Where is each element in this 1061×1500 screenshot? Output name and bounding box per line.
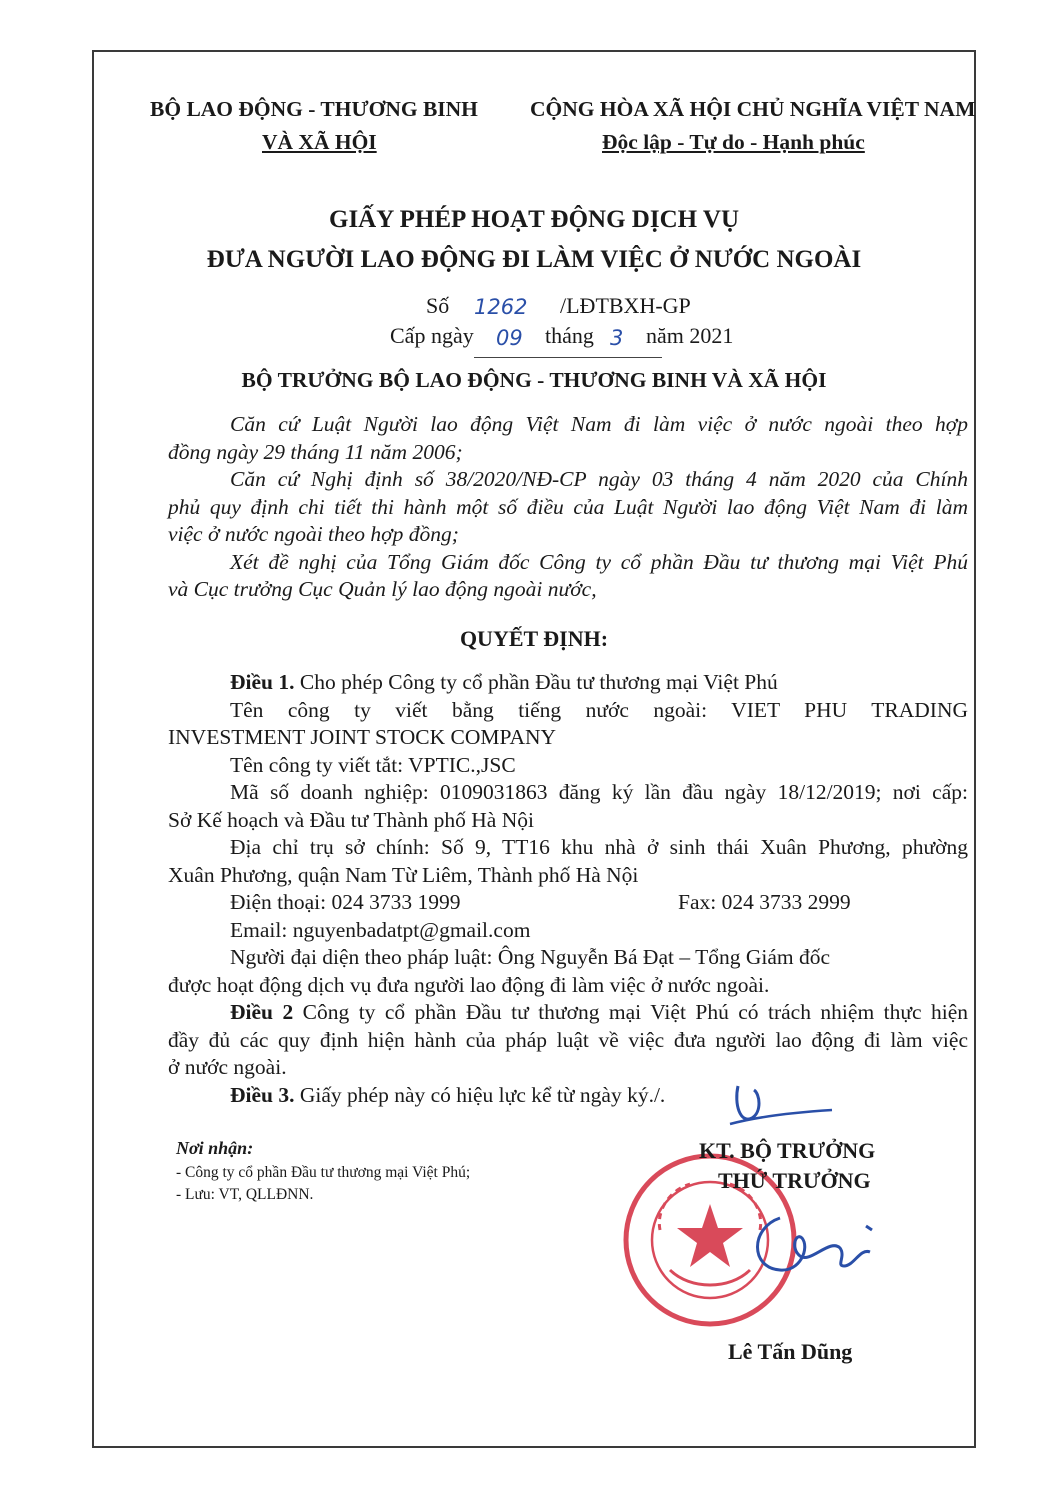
article-1-text: Cho phép Công ty cổ phần Đầu tư thương mại Việt Phú: [294, 670, 778, 694]
article-2-line2: đầy đủ các quy định hiện hành của pháp luật về việc đưa người lao động đi làm việc: [168, 1027, 968, 1052]
recipients-heading: Nơi nhận:: [176, 1138, 254, 1158]
handwritten-signature: [740, 1208, 900, 1288]
article-2-label: Điều 2: [230, 1000, 294, 1024]
number-prefix: Số: [426, 293, 450, 318]
recipient-1: - Công ty cổ phần Đầu tư thương mại Việt Phú;: [176, 1164, 471, 1181]
document-title-line2: ĐƯA NGƯỜI LAO ĐỘNG ĐI LÀM VIỆC Ở NƯỚC NGOÀI: [206, 246, 862, 273]
article-3-label: Điều 3.: [230, 1082, 295, 1107]
handwritten-number: 1262: [474, 295, 528, 319]
business-code-line2: Sở Kế hoạch và Đầu tư Thành phố Hà Nội: [168, 807, 534, 832]
article-1-line: [168, 669, 968, 697]
phone-number: Điện thoại: 024 3733 1999: [230, 890, 461, 914]
basis-1-line2: đồng ngày 29 tháng 11 năm 2006;: [168, 439, 463, 464]
month-label: tháng: [545, 323, 594, 348]
signer-name: Lê Tấn Dũng: [728, 1339, 853, 1364]
national-motto: Độc lập - Tự do - Hạnh phúc: [602, 130, 865, 154]
article-3-line: [168, 1082, 968, 1110]
article-2-line3: ở nước ngoài.: [168, 1055, 287, 1079]
ministry-name-line2: VÀ XÃ HỘI: [262, 130, 377, 154]
date-prefix: Cấp ngày: [390, 323, 474, 348]
basis-3-line2: và Cục trưởng Cục Quản lý lao động ngoài nước,: [168, 577, 597, 601]
signature-title: KT. BỘ TRƯỞNG: [699, 1138, 876, 1163]
basis-2-line1: Căn cứ Nghị định số 38/2020/NĐ-CP ngày 03 tháng 4 năm 2020 của Chính: [230, 467, 968, 491]
article-3-text: Giấy phép này có hiệu lực kể từ ngày ký./.: [294, 1082, 666, 1107]
ministry-name: BỘ LAO ĐỘNG - THƯƠNG BINH: [150, 97, 478, 121]
email-address: Email: nguyenbadatpt@gmail.com: [230, 917, 531, 942]
signature-subtitle: THỨ TRƯỞNG: [718, 1168, 871, 1193]
legal-representative: Người đại diện theo pháp luật: Ông Nguyễn Bá Đạt – Tổng Giám đốc: [230, 945, 831, 969]
address-line1: Địa chỉ trụ sở chính: Số 9, TT16 khu nhà ở sinh thái Xuân Phương, phường: [230, 835, 968, 859]
article-2-text: Công ty cổ phần Đầu tư thương mại Việt Phú có trách nhiệm thực hiện: [293, 1000, 969, 1024]
foreign-name-line1: Tên công ty viết bằng tiếng nước ngoài: VIET PHU TRADING: [230, 697, 968, 722]
number-suffix: /LĐTBXH-GP: [560, 293, 691, 318]
articles: [168, 669, 968, 1109]
basis-2-line3: việc ở nước ngoài theo hợp đồng;: [168, 522, 459, 546]
basis-3-line1: Xét đề nghị của Tổng Giám đốc Công ty cổ phần Đầu tư thương mại Việt Phú: [230, 549, 968, 574]
decision-heading: QUYẾT ĐỊNH:: [459, 626, 609, 651]
issuer-heading: BỘ TRƯỞNG BỘ LAO ĐỘNG - THƯƠNG BINH VÀ XÃ HỘI: [241, 368, 827, 392]
article-2-line1: [168, 999, 968, 1027]
recipient-2: - Lưu: VT, QLLĐNN.: [176, 1186, 314, 1203]
legal-bases: [168, 411, 968, 604]
basis-1-line1: Căn cứ Luật Người lao động Việt Nam đi làm việc ở nước ngoài theo hợp: [230, 412, 968, 436]
foreign-name-line2: INVESTMENT JOINT STOCK COMPANY: [168, 725, 557, 749]
address-line2: Xuân Phương, quận Nam Từ Liêm, Thành phố Hà Nội: [168, 862, 639, 887]
initial-signature-mark: [720, 1074, 840, 1134]
national-title: CỘNG HÒA XÃ HỘI CHỦ NGHĨA VIỆT NAM: [530, 97, 976, 121]
contact-line: [168, 889, 968, 917]
document-title: GIẤY PHÉP HOẠT ĐỘNG DỊCH VỤ: [329, 206, 739, 233]
handwritten-month: 3: [610, 326, 624, 350]
business-code-line1: Mã số doanh nghiệp: 0109031863 đăng ký lần đầu ngày 18/12/2019; nơi cấp:: [230, 780, 968, 804]
handwritten-day: 09: [496, 326, 523, 350]
basis-2-line2: phủ quy định chi tiết thi hành một số điều của Luật Người lao động Việt Nam đi làm: [168, 494, 968, 519]
date-underline: [474, 357, 662, 358]
fax-number: Fax: 024 3733 2999: [678, 890, 851, 914]
short-name: Tên công ty viết tắt: VPTIC.,JSC: [230, 752, 516, 777]
article-1-label: Điều 1.: [230, 670, 295, 694]
permit-text: được hoạt động dịch vụ đưa người lao động đi làm việc ở nước ngoài.: [168, 972, 770, 997]
year-text: năm 2021: [646, 323, 734, 348]
